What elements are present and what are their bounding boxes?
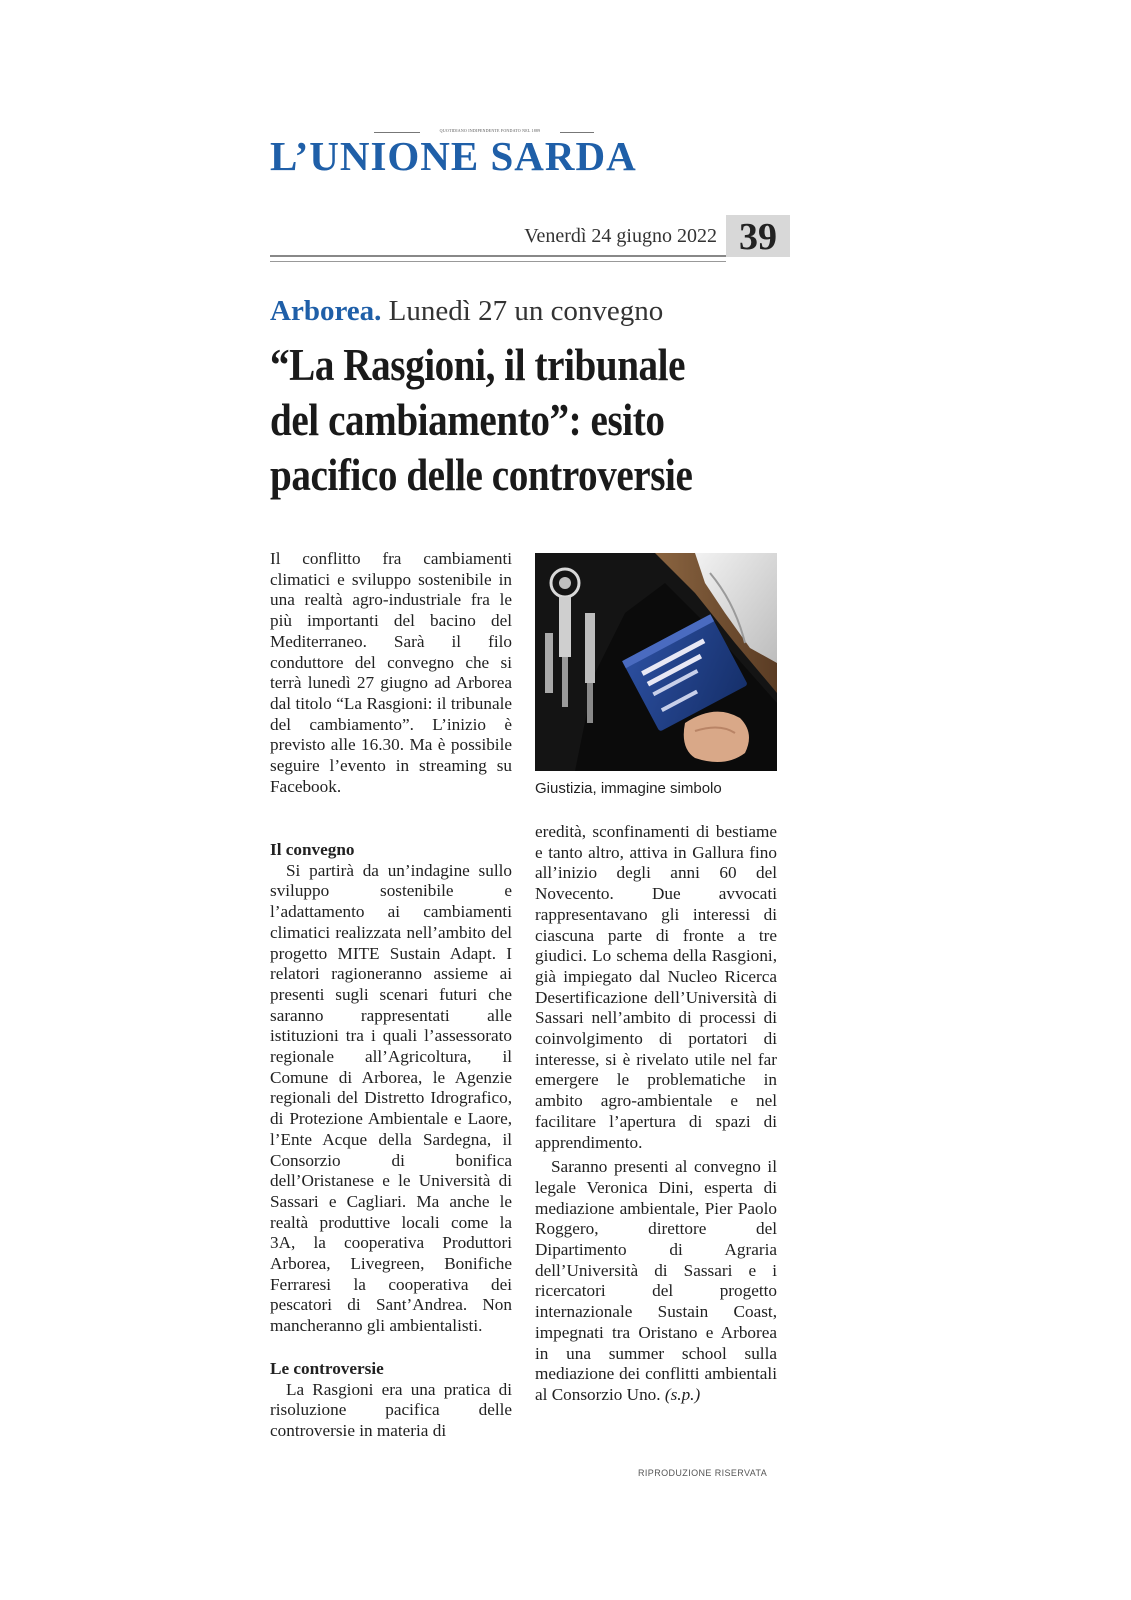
masthead-tagline: QUOTIDIANO INDIPENDENTE FONDATO NEL 1889: [420, 128, 560, 133]
intro-paragraph: [270, 549, 512, 797]
copyright-notice: RIPRODUZIONE RISERVATA: [638, 1468, 768, 1478]
issue-date: Venerdì 24 giugno 2022: [524, 225, 717, 247]
closing-text: Saranno presenti al convegno il legale Veronica Dini, esperta di mediazione ambientale, Pier Paolo Roggero, direttore del Dipartimento di Agraria dell’Università di Sassari e i ricercatori del progetto internazionale Sustain Coast, impegnati tra Oristano e Arborea in una summer school sulla mediazione dei conflitti ambientali al Consorzio Uno.: [535, 1157, 777, 1404]
masthead: [270, 128, 710, 183]
intro-text: Il conflitto fra cambiamenti climatici e sviluppo sostenibile in una realtà agro-industriale fra le più importanti del bacino del Mediterraneo. Sarà il filo conduttore del convegno che si terrà lunedì 27 giugno ad Arborea dal titolo “La Rasgioni: il tribunale del cambiamento”. L’inizio è previsto alle 16.30. Ma è possibile seguire l’evento in streaming su Facebook.: [270, 549, 512, 796]
photo-caption: Giustizia, immagine simbolo: [535, 780, 722, 797]
dateline: [270, 215, 790, 259]
page-number: 39: [726, 215, 790, 257]
article-headline: [270, 338, 740, 503]
article-column-right: [535, 822, 777, 1406]
body-paragraph: eredità, sconfinamenti di bestiame e tanto altro, attiva in Gallura fino all’inizio degli anni 60 del Novecento. Due avvocati rappresentavano gli interessi di ciascuna parte di fronte a tre giudici. Lo schema della Rasgioni, già impiegato dal Nucleo Ricerca Desertificazione dell’Università di Sassari nell’ambito di processi di coinvolgimento di portatori di interesse, si è rivelato utile nel far emergere le problematiche in ambito agro-ambientale e nel facilitare l’apertura di spazi di apprendimento.: [535, 822, 777, 1152]
body-paragraph: [535, 1157, 777, 1405]
section-gap: [270, 1337, 512, 1359]
body-paragraph: Si partirà da un’indagine sullo sviluppo sostenibile e l’adattamento ai cambiamenti climatici realizzata nell’ambito del progetto MITE Sustain Adapt. I relatori ragioneranno assieme ai presenti sugli scenari futuri che saranno rappresentati alle istituzioni tra i quali l’assessorato regionale all’Agricoltura, il Comune di Arborea, le Agenzie regionali del Distretto Idrografico, di Protezione Ambientale e Laore, l’Ente Acque della Sardegna, il Consorzio di bonifica dell’Oristanese e le Università di Sassari e Cagliari. Ma anche le realtà produttive locali come la 3A, la cooperativa Produttori Arborea, Livegreen, Bonifiche Ferraresi la cooperativa dei pescatori di Sant’Andrea. Non mancheranno gli ambientalisti.: [270, 860, 512, 1336]
judge-robe-with-codebook-image: [535, 553, 777, 771]
section-heading: Le controversie: [270, 1358, 384, 1378]
kicker-place: Arborea.: [270, 295, 382, 327]
body-paragraph: La Rasgioni era una pratica di risoluzione pacifica delle controversie in materia di: [270, 1379, 512, 1440]
justice-photo: [535, 553, 777, 771]
article-column-left: [270, 840, 512, 1442]
article-kicker: [270, 295, 663, 328]
headline-line: pacifico delle controversie: [270, 450, 693, 500]
headline-line: “La Rasgioni, il tribunale: [270, 340, 686, 390]
kicker-text: Lunedì 27 un convegno: [381, 295, 664, 327]
author-signature: (s.p.): [664, 1384, 701, 1404]
newspaper-name: L’UNIONE SARDA: [270, 133, 637, 179]
section-heading: Il convegno: [270, 840, 355, 859]
dateline-rule: [270, 255, 726, 262]
headline-line: del cambiamento”: esito: [270, 395, 665, 445]
